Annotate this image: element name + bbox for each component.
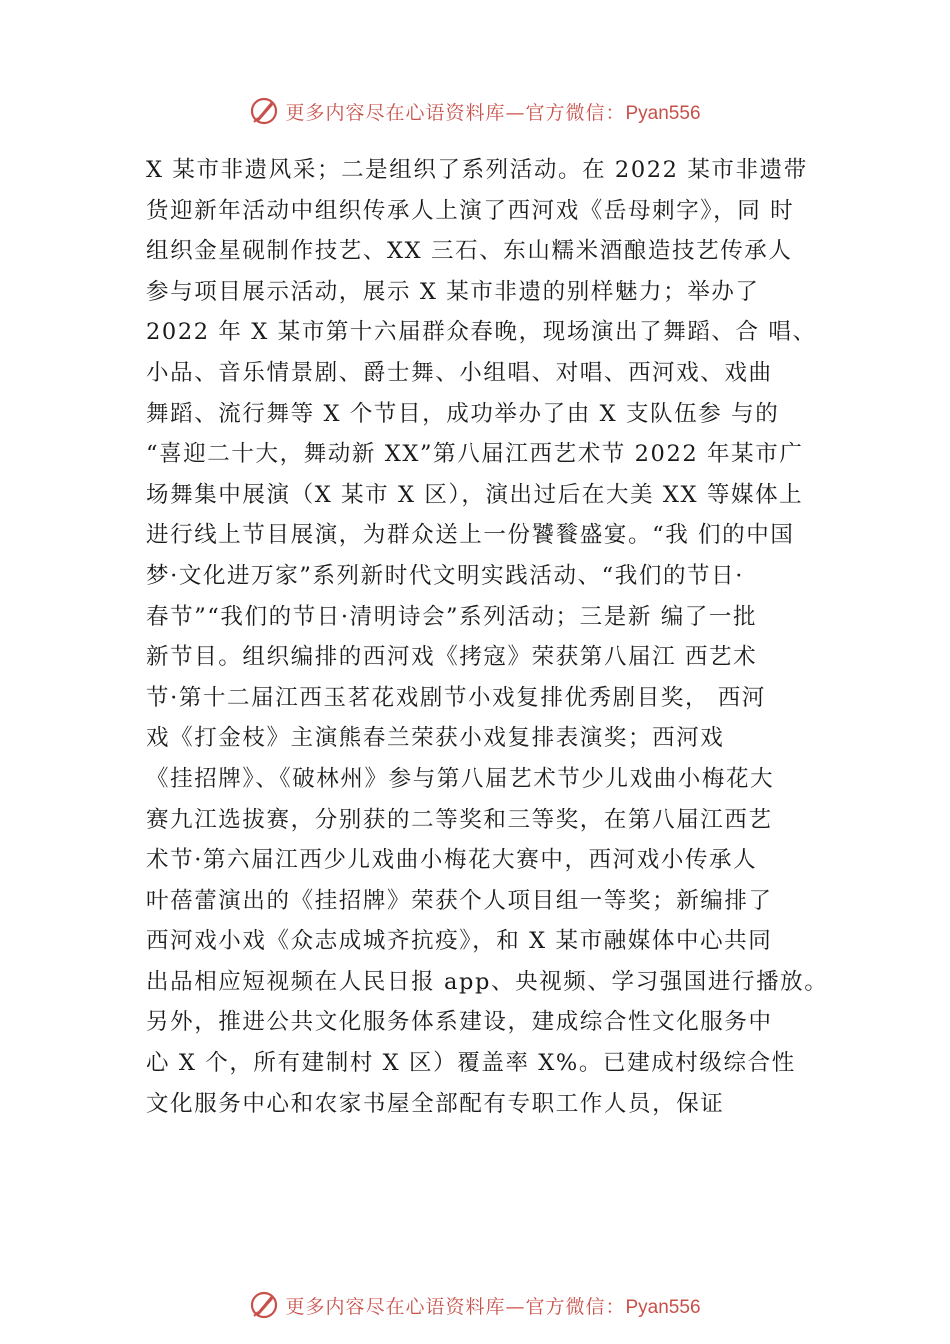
watermark-wechat-id: Pyan556 [625, 102, 701, 124]
text-line: 进行线上节目展演，为群众送上一份饕餮盛宴。“我 们的中国 [146, 522, 795, 549]
text-line: 参与项目展示活动，展示 X 某市非遗的别样魅力；举办了 [146, 278, 760, 305]
text-line: 组织金星砚制作技艺、XX 三石、东山糯米酒酿造技艺传承人 [146, 238, 793, 265]
footer-watermark [0, 1290, 950, 1320]
text-line: 舞蹈、流行舞等 X 个节目，成功举办了由 X 支队伍参 与的 [146, 400, 780, 427]
text-line: 货迎新年活动中组织传承人上演了西河戏《岳母刺字》，同 时 [146, 197, 795, 224]
text-line: 另外，推进公共文化服务体系建设，建成综合性文化服务中 [146, 1009, 773, 1036]
header-watermark [0, 96, 950, 126]
text-line: 戏《打金枝》主演熊春兰荣获小戏复排表演奖；西河戏 [146, 725, 725, 752]
watermark-chinese-text: 更多内容尽在心语资料库—官方微信： [285, 1295, 626, 1318]
quill-logo-icon [249, 96, 279, 126]
text-line: 西河戏小戏《众志成城齐抗疫》，和 X 某市融媒体中心共同 [146, 928, 773, 955]
text-line: 新节目。组织编排的西河戏《拷寇》荣获第八届江 西艺术 [146, 644, 758, 671]
text-line: 2022 年 X 某市第十六届群众春晚，现场演出了舞蹈、合 唱、 [146, 319, 817, 346]
text-line: 出品相应短视频在人民日报 app、央视频、学习强国进行播放。 [146, 968, 829, 995]
watermark-chinese-text: 更多内容尽在心语资料库—官方微信： [285, 101, 626, 124]
text-line: 春节”“我们的节日·清明诗会”系列活动；三是新 编了一批 [146, 603, 758, 630]
watermark-text [285, 1292, 700, 1319]
watermark-wechat-id: Pyan556 [625, 1296, 701, 1318]
text-line: 赛九江选拔赛，分别获的二等奖和三等奖，在第八届江西艺 [146, 806, 773, 833]
text-line: 梦·文化进万家”系列新时代文明实践活动、“我们的节日· [146, 562, 745, 589]
document-body [146, 150, 836, 1124]
text-line: 节·第十二届江西玉茗花戏剧节小戏复排优秀剧目奖， 西河 [146, 684, 767, 711]
text-line: X 某市非遗风采；二是组织了系列活动。在 2022 某市非遗带 [146, 157, 808, 183]
text-line: 《挂招牌》、《破林州》参与第八届艺术节少儿戏曲小梅花大 [146, 765, 775, 792]
text-line: 术节·第六届江西少儿戏曲小梅花大赛中，西河戏小传承人 [146, 847, 758, 874]
text-line: 心 X 个，所有建制村 X 区）覆盖率 X%。已建成村级综合性 [146, 1050, 796, 1077]
text-line: 叶蓓蕾演出的《挂招牌》荣获个人项目组一等奖；新编排了 [146, 887, 773, 914]
text-line: 文化服务中心和农家书屋全部配有专职工作人员，保证 [146, 1090, 725, 1117]
text-line: 场舞集中展演（X 某市 X 区），演出过后在大美 XX 等媒体上 [146, 481, 804, 508]
text-line: “喜迎二十大，舞动新 XX”第八届江西艺术节 2022 年某市广 [146, 441, 804, 468]
quill-logo-icon [249, 1290, 279, 1320]
watermark-text [285, 98, 700, 125]
text-line: 小品、音乐情景剧、爵士舞、小组唱、对唱、西河戏、戏曲 [146, 359, 773, 386]
